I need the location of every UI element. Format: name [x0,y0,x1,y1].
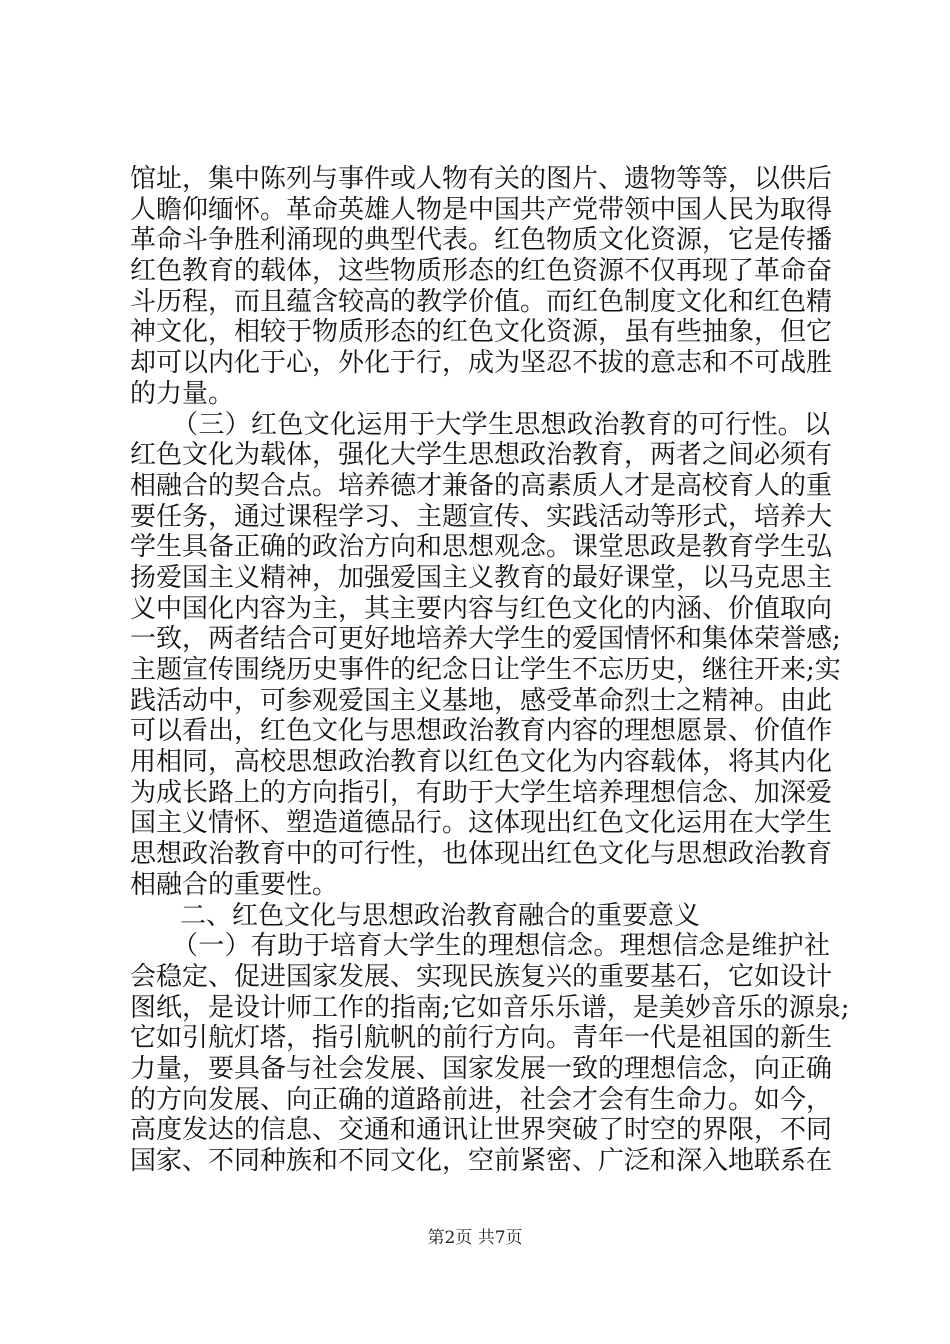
text-line: 可以看出，红色文化与思想政治教育内容的理想愿景、价值作 [130,716,833,746]
text-line: 红色文化为载体，强化大学生思想政治教育，两者之间必须有 [130,440,833,470]
text-line: 为成长路上的方向指引，有助于大学生培养理想信念、加深爱 [130,778,833,808]
text-line: 思想政治教育中的可行性，也体现出红色文化与思想政治教育 [130,839,833,869]
text-line: 一致，两者结合可更好地培养大学生的爱国情怀和集体荣誉感; [130,624,841,654]
text-line: 图纸，是设计师工作的指南;它如音乐乐谱，是美妙音乐的源泉; [130,993,850,1023]
text-line: 国主义情怀、塑造道德品行。这体现出红色文化运用在大学生 [130,808,833,838]
text-line: 相融合的重要性。 [130,870,339,900]
text-line: 馆址，集中陈列与事件或人物有关的图片、遗物等等，以供后 [130,164,833,194]
text-line: 它如引航灯塔，指引航帆的前行方向。青年一代是祖国的新生 [130,1023,833,1053]
text-line: 扬爱国主义精神，加强爱国主义教育的最好课堂，以马克思主 [130,563,833,593]
text-line: 义中国化内容为主，其主要内容与红色文化的内涵、价值取向 [130,594,833,624]
text-line: 学生具备正确的政治方向和思想观念。课堂思政是教育学生弘 [130,532,833,562]
text-line: 神文化，相较于物质形态的红色文化资源，虽有些抽象，但它 [130,317,833,347]
text-line: 人瞻仰缅怀。革命英雄人物是中国共产党带领中国人民为取得 [130,195,833,225]
text-line: 用相同，高校思想政治教育以红色文化为内容载体，将其内化 [130,747,833,777]
text-line: 红色教育的载体，这些物质形态的红色资源不仅再现了革命奋 [130,256,833,286]
text-line: 却可以内化于心，外化于行，成为坚忍不拔的意志和不可战胜 [130,348,833,378]
text-line: 国家、不同种族和不同文化，空前紧密、广泛和深入地联系在 [130,1146,833,1176]
text-line: 高度发达的信息、交通和通讯让世界突破了时空的界限，不同 [130,1115,833,1145]
section-heading: （三）红色文化运用于大学生思想政治教育的可行性。以 [172,410,830,440]
text-line: 主题宣传围绕历史事件的纪念日让学生不忘历史，继往开来;实 [130,655,841,685]
section-heading: （一）有助于培育大学生的理想信念。理想信念是维护社 [172,931,830,961]
text-line: 的方向发展、向正确的道路前进，社会才会有生命力。如今， [130,1085,833,1115]
text-line: 力量，要具备与社会发展、国家发展一致的理想信念，向正确 [130,1054,833,1084]
text-line: 会稳定、促进国家发展、实现民族复兴的重要基石，它如设计 [130,962,833,992]
page-number-footer: 第2页 共7页 [427,1228,523,1248]
text-line: 践活动中，可参观爱国主义基地，感受革命烈士之精神。由此 [130,686,833,716]
text-line: 要任务，通过课程学习、主题宣传、实践活动等形式，培养大 [130,502,833,532]
text-line: 斗历程，而且蕴含较高的教学价值。而红色制度文化和红色精 [130,287,833,317]
text-line: 相融合的契合点。培养德才兼备的高素质人才是高校育人的重 [130,471,833,501]
section-heading: 二、红色文化与思想政治教育融合的重要意义 [180,901,701,931]
text-line: 的力量。 [130,379,235,409]
text-line: 革命斗争胜利涌现的典型代表。红色物质文化资源，它是传播 [130,225,833,255]
